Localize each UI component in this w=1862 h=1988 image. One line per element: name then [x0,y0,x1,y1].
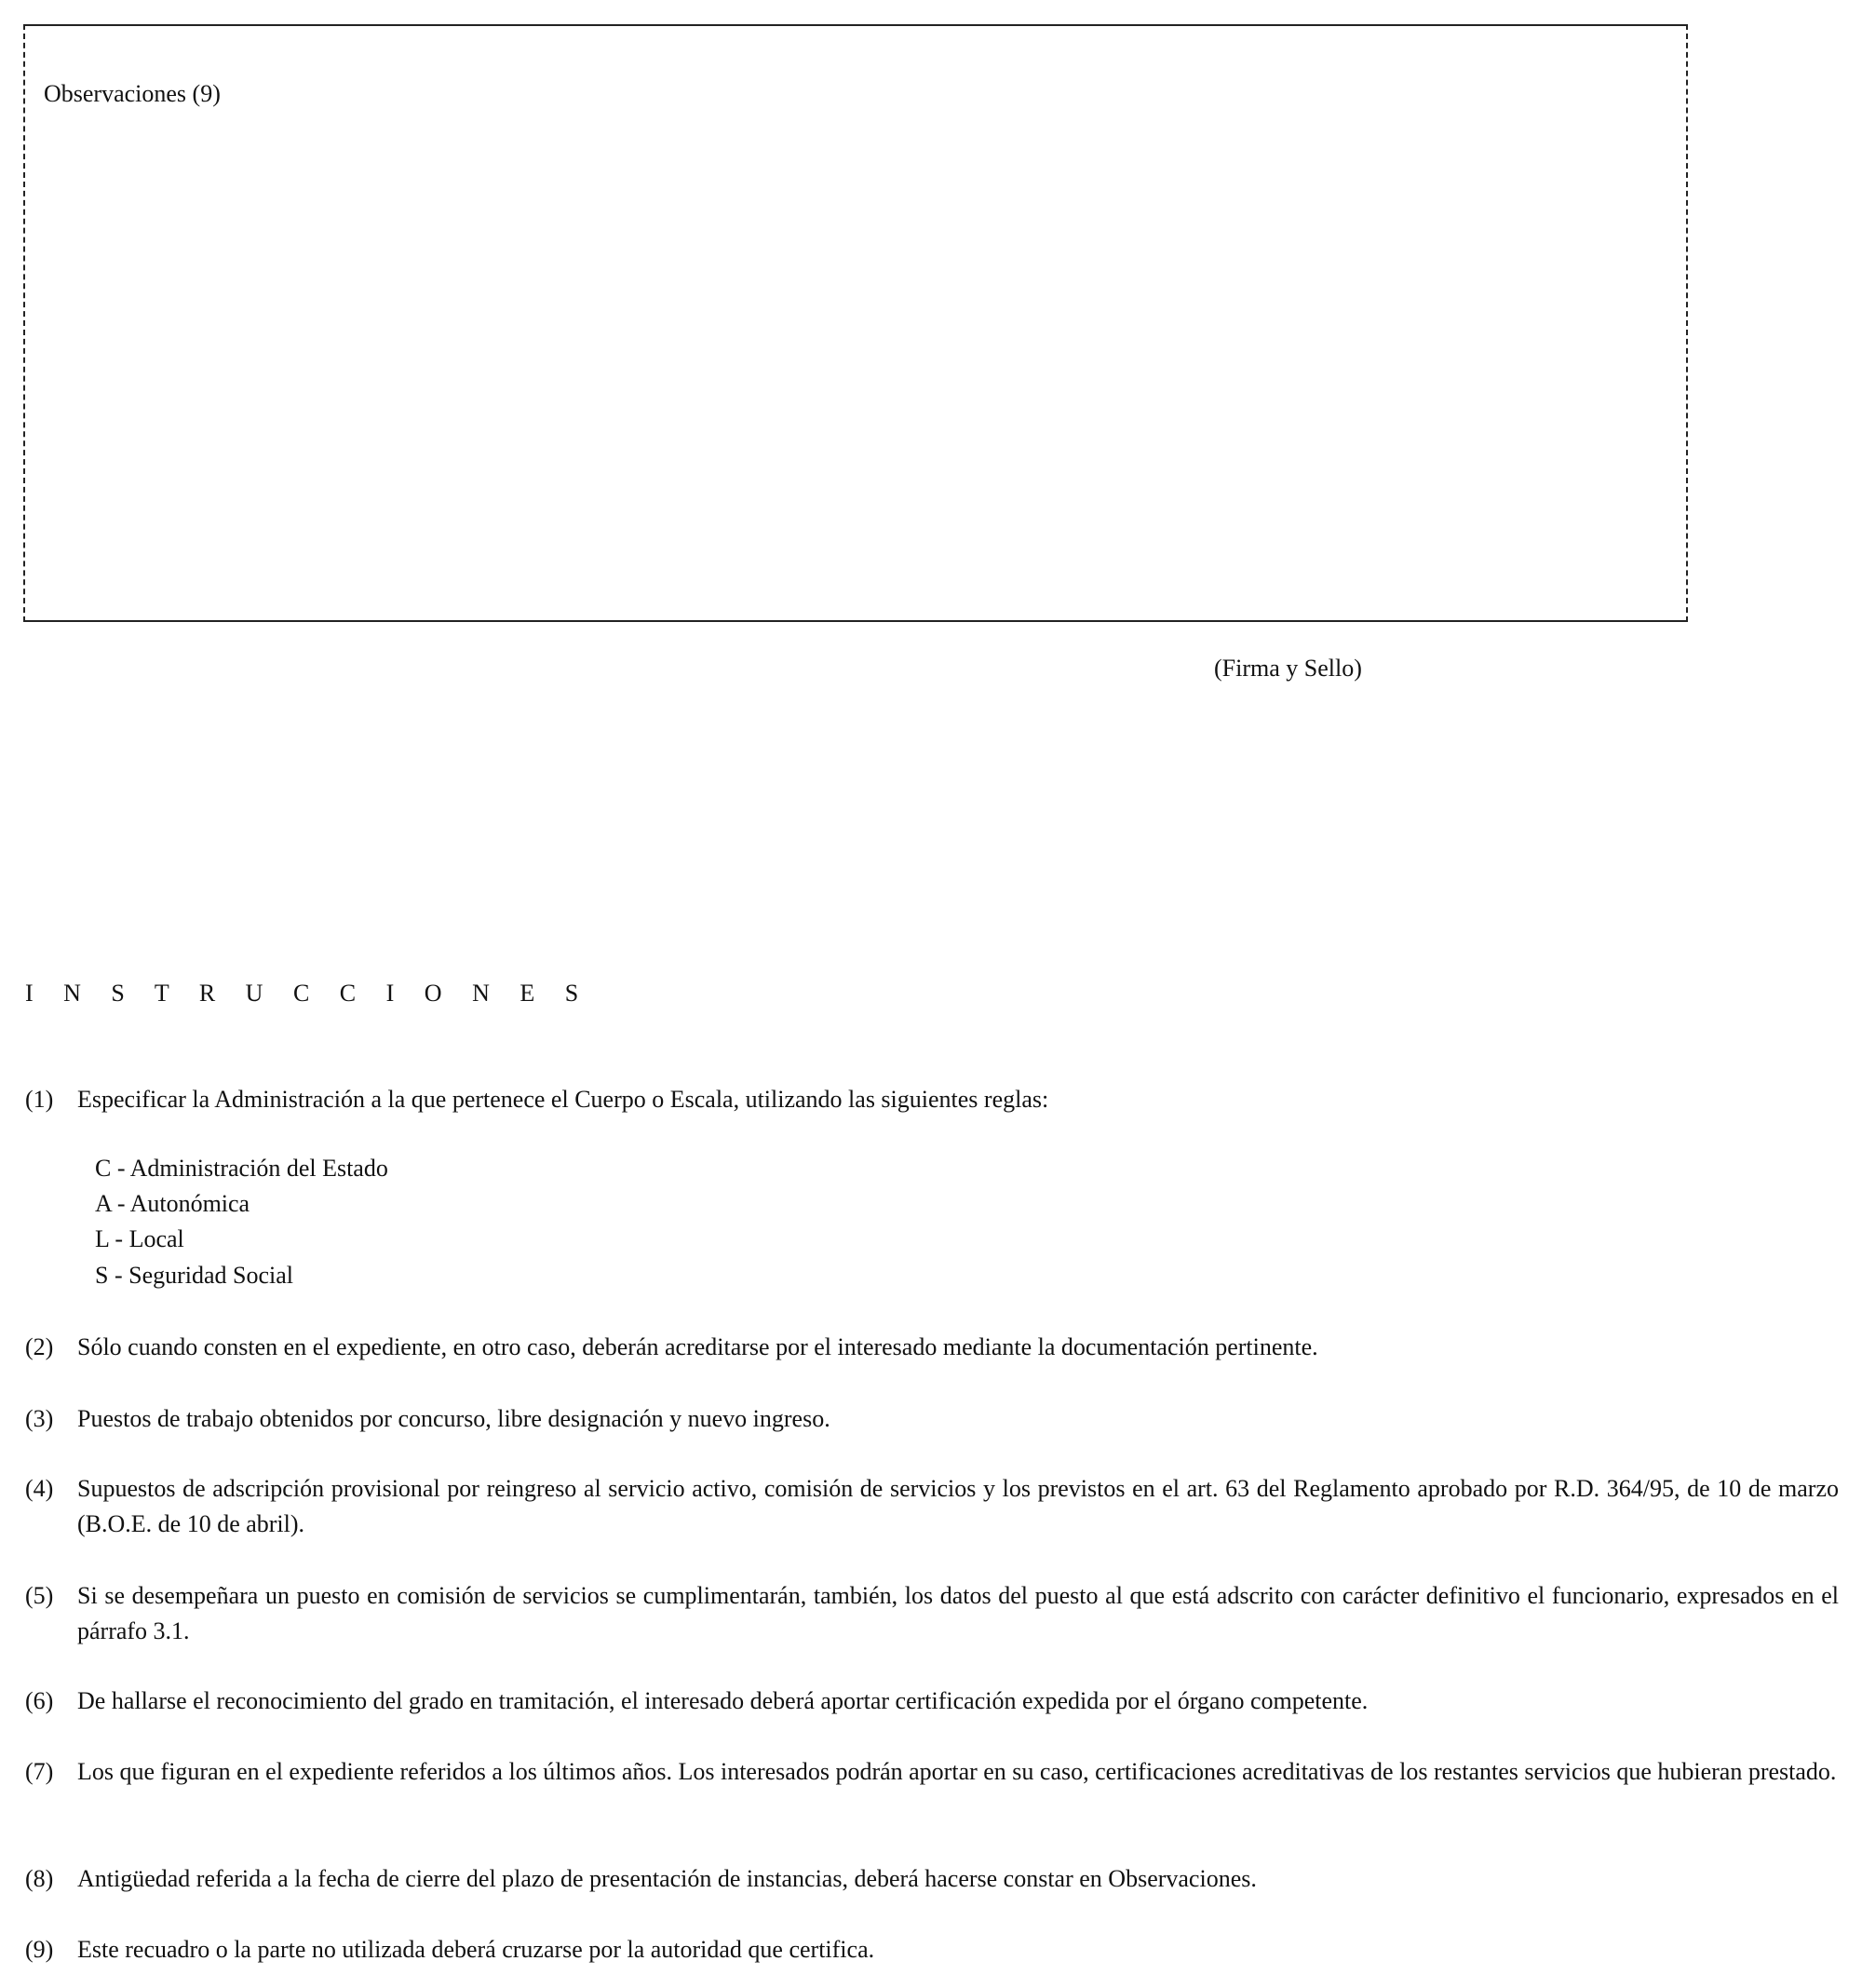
item-number: (2) [25,1333,54,1360]
observations-label: Observaciones (9) [44,80,221,107]
instruction-item [25,1754,1839,1790]
item-text: Este recuadro o la parte no utilizada deberá cruzarse por la autoridad que certifica. [77,1936,875,1963]
item-number: (8) [25,1865,54,1892]
instruction-item [25,1401,1839,1437]
item-text: Si se desempeñara un puesto en comisión de servicios se cumplimentarán, también, los datos del puesto al que está adscrito con carácter definitivo el funcionario, expresados en el párrafo 3.1. [77,1582,1839,1644]
item-text: Puestos de trabajo obtenidos por concurso, libre designación y nuevo ingreso. [77,1405,830,1432]
item-number: (4) [25,1475,54,1502]
admin-code: S - Seguridad Social [95,1262,294,1289]
item-text: De hallarse el reconocimiento del grado en tramitación, el interesado deberá aportar certificación expedida por el órgano competente. [77,1687,1369,1714]
instruction-item [25,1578,1839,1649]
item-text: Especificar la Administración a la que pertenece el Cuerpo o Escala, utilizando las siguientes reglas: [77,1086,1049,1113]
instruction-item [25,1684,1839,1719]
item-text: Los que figuran en el expediente referidos a los últimos años. Los interesados podrán aportar en su caso, certificaciones acreditativas de los restantes servicios que hubieran prestado. [77,1758,1837,1785]
observations-box [23,24,1688,622]
signature-label: (Firma y Sello) [1214,655,1362,682]
item-number: (9) [25,1936,54,1963]
instruction-item [25,1082,1839,1117]
item-number: (3) [25,1405,54,1432]
item-number: (1) [25,1086,54,1113]
instruction-item [25,1330,1839,1365]
item-number: (5) [25,1582,54,1609]
instruction-item [25,1861,1839,1897]
admin-code: A - Autonómica [95,1190,250,1217]
instruction-item [25,1471,1839,1542]
item-number: (6) [25,1687,54,1714]
instruction-item [25,1932,1839,1968]
item-text: Supuestos de adscripción provisional por reingreso al servicio activo, comisión de servicios y los previstos en el art. 63 del Reglamento aprobado por R.D. 364/95, de 10 de marzo (B.O.E. de 10 de abril). [77,1475,1839,1537]
item-text: Sólo cuando consten en el expediente, en otro caso, deberán acreditarse por el interesado mediante la documentación pertinente. [77,1333,1318,1360]
instructions-title: I N S T R U C C I O N E S [25,980,591,1007]
admin-code: C - Administración del Estado [95,1155,388,1182]
item-number: (7) [25,1758,54,1785]
admin-code: L - Local [95,1225,184,1252]
item-text: Antigüedad referida a la fecha de cierre del plazo de presentación de instancias, deberá hacerse constar en Observaciones. [77,1865,1257,1892]
